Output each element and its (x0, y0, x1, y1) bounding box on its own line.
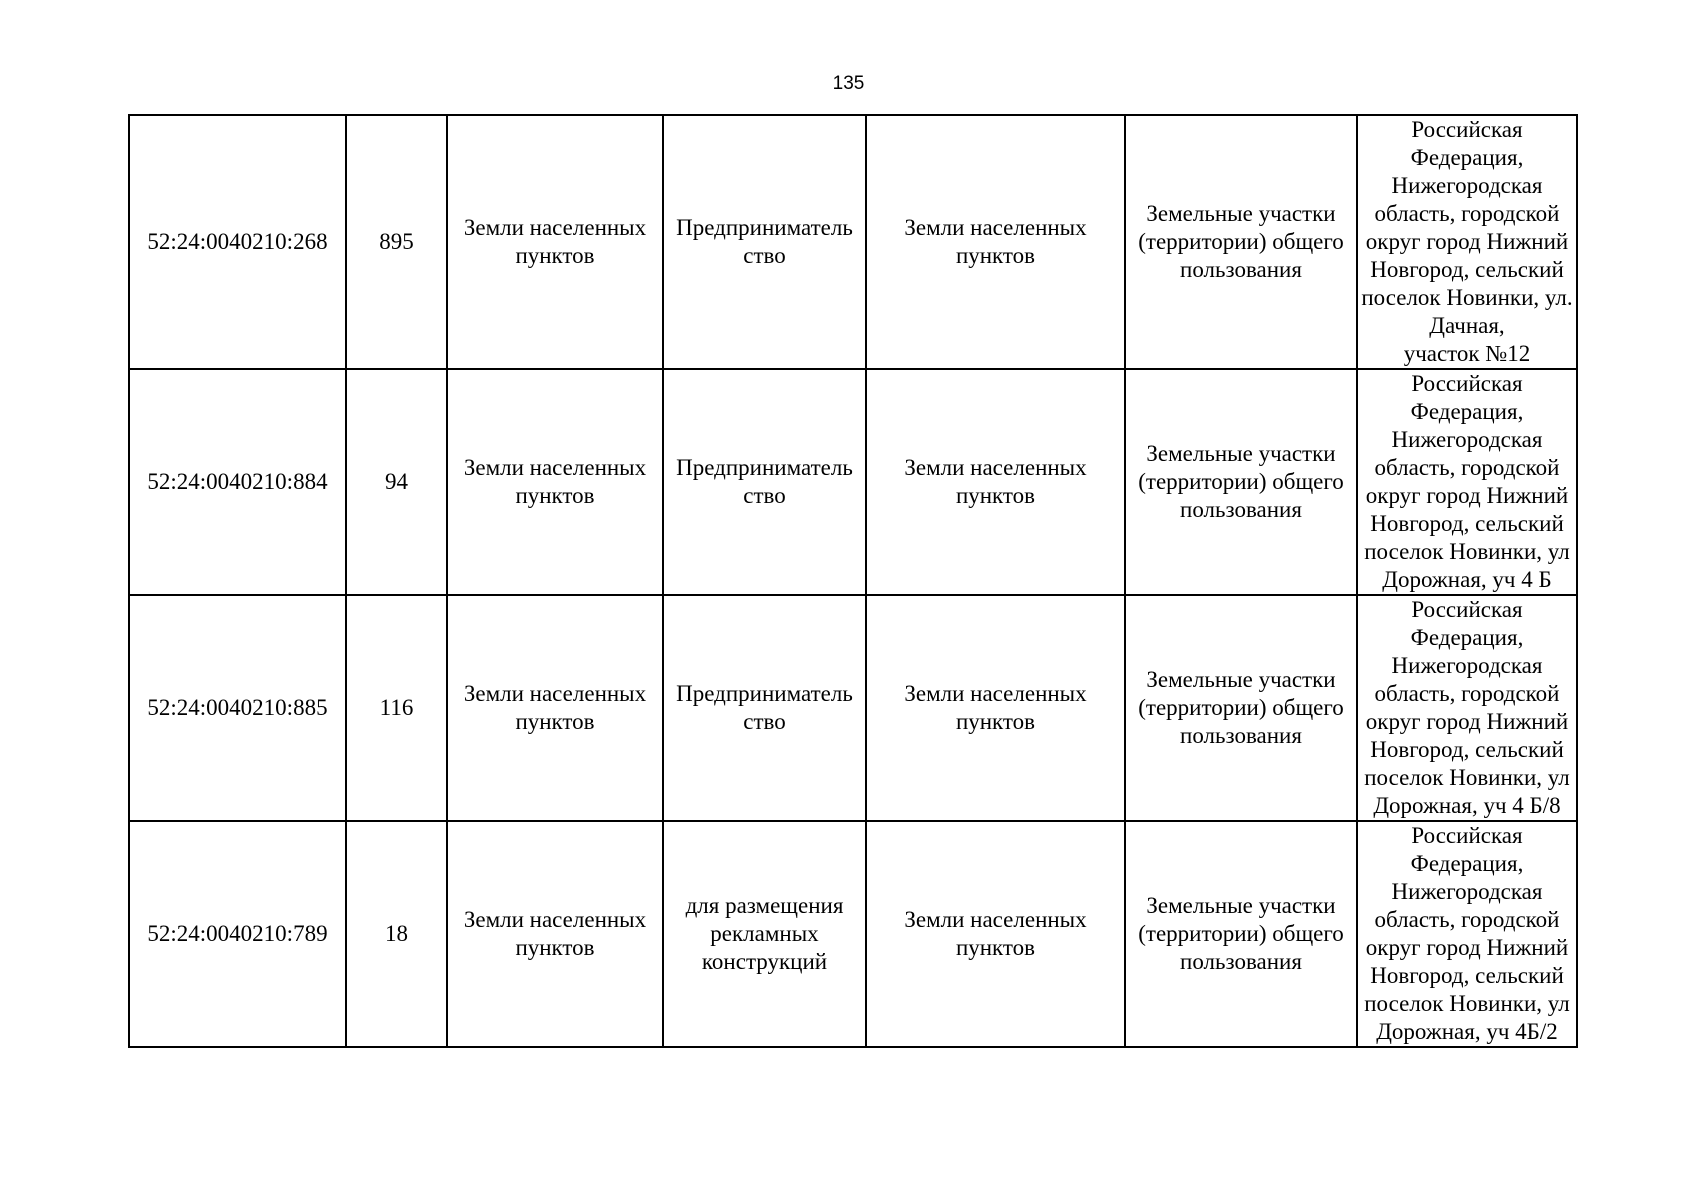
address-cell: Российская Федерация, Нижегородская область, городской округ город Нижний Новгород, сельский поселок Новинки, ул Дорожная, уч 4 Б/8 (1357, 595, 1577, 821)
land-category-2-cell: Земли населенных пунктов (866, 369, 1125, 595)
land-category-cell: Земли населенных пунктов (447, 821, 663, 1047)
land-category-2-cell: Земли населенных пунктов (866, 595, 1125, 821)
territorial-zone-cell: Земельные участки (территории) общего пользования (1125, 821, 1357, 1047)
permitted-use-cell: Предприниматель ство (663, 115, 866, 369)
territorial-zone-cell: Земельные участки (территории) общего пользования (1125, 115, 1357, 369)
land-category-cell: Земли населенных пунктов (447, 369, 663, 595)
address-cell: Российская Федерация, Нижегородская область, городской округ город Нижний Новгород, сельский поселок Новинки, ул Дорожная, уч 4 Б (1357, 369, 1577, 595)
permitted-use-cell: Предприниматель ство (663, 369, 866, 595)
cadastral-number-cell: 52:24:0040210:789 (129, 821, 346, 1047)
address-cell: Российская Федерация, Нижегородская область, городской округ город Нижний Новгород, сельский поселок Новинки, ул. Дачная, участок №12 (1357, 115, 1577, 369)
land-category-2-cell: Земли населенных пунктов (866, 821, 1125, 1047)
page-number: 135 (832, 73, 865, 94)
area-cell: 895 (346, 115, 447, 369)
cadastral-number-cell: 52:24:0040210:884 (129, 369, 346, 595)
land-category-cell: Земли населенных пунктов (447, 595, 663, 821)
land-category-2-cell: Земли населенных пунктов (866, 115, 1125, 369)
cadastral-number-cell: 52:24:0040210:885 (129, 595, 346, 821)
area-cell: 116 (346, 595, 447, 821)
table-row (129, 115, 1577, 369)
table-row (129, 369, 1577, 595)
territorial-zone-cell: Земельные участки (территории) общего пользования (1125, 369, 1357, 595)
permitted-use-cell: Предприниматель ство (663, 595, 866, 821)
permitted-use-cell: для размещения рекламных конструкций (663, 821, 866, 1047)
table-row (129, 595, 1577, 821)
area-cell: 18 (346, 821, 447, 1047)
address-cell: Российская Федерация, Нижегородская область, городской округ город Нижний Новгород, сельский поселок Новинки, ул Дорожная, уч 4Б/2 (1357, 821, 1577, 1047)
table-row (129, 821, 1577, 1047)
area-cell: 94 (346, 369, 447, 595)
territorial-zone-cell: Земельные участки (территории) общего пользования (1125, 595, 1357, 821)
cadastral-number-cell: 52:24:0040210:268 (129, 115, 346, 369)
land-category-cell: Земли населенных пунктов (447, 115, 663, 369)
land-plots-table (128, 114, 1578, 1048)
